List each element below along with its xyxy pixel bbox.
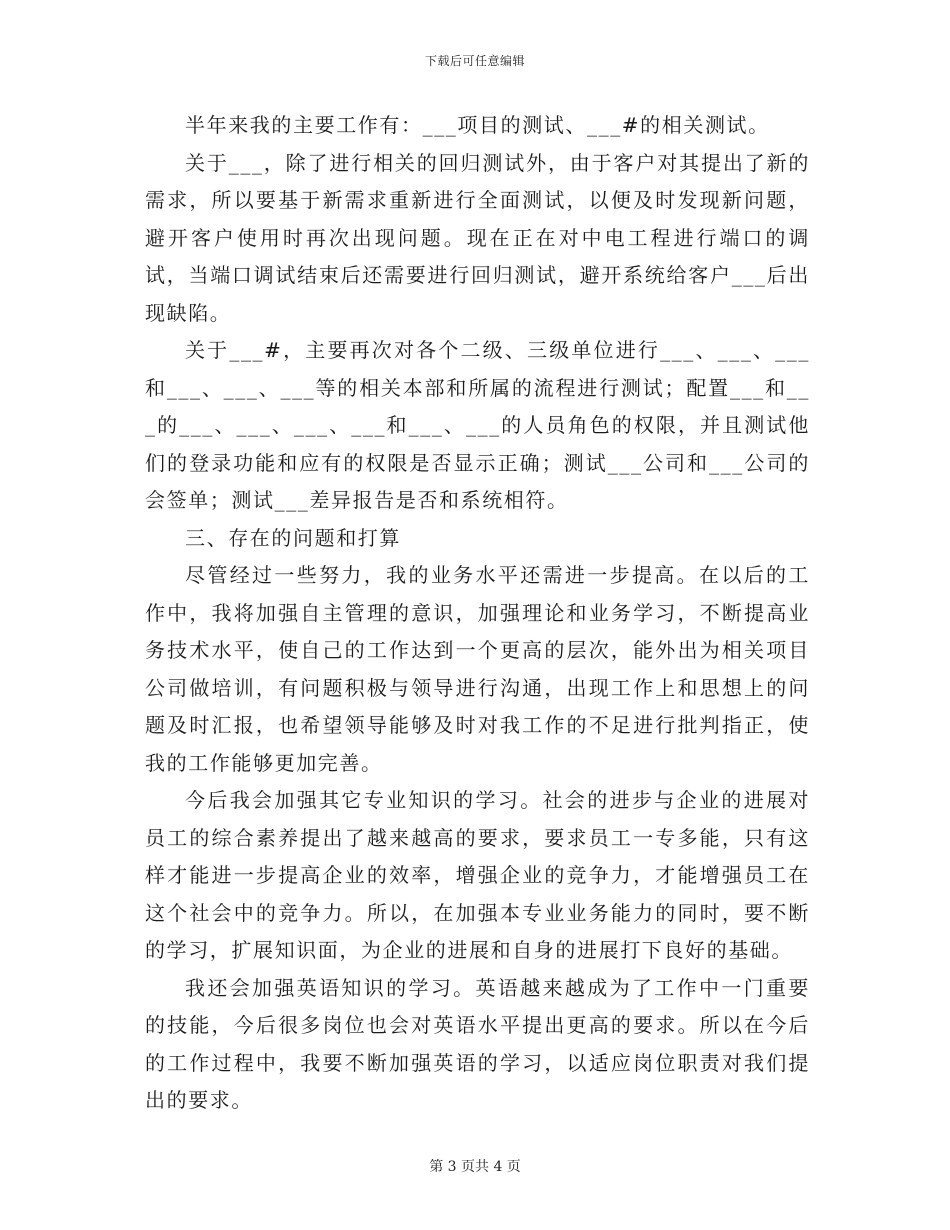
document-body	[145, 107, 810, 1120]
paragraph-improvement: 尽管经过一些努力，我的业务水平还需进一步提高。在以后的工作中，我将加强自主管理的意识，加强理论和业务学习，不断提高业务技术水平，使自己的工作达到一个更高的层次，能外出为相关项目公司做培训，有问题积极与领导进行沟通，出现工作上和思想上的问题及时汇报，也希望领导能够及时对我工作的不足进行批判指正，使我的工作能够更加完善。	[145, 563, 810, 775]
paragraph-english-learning: 我还会加强英语知识的学习。英语越来越成为了工作中一门重要的技能，今后很多岗位也会对英语水平提出更高的要求。所以在今后的工作过程中，我要不断加强英语的学习，以适应岗位职责对我们提出的要求。	[145, 975, 810, 1112]
page-header: 下载后可任意编辑	[424, 54, 525, 68]
paragraph-regression-testing: 关于___，除了进行相关的回归测试外，由于客户对其提出了新的需求，所以要基于新需求重新进行全面测试，以便及时发现新问题，避开客户使用时再次出现问题。现在正在对中电工程进行端口的调试，当端口调试结束后还需要进行回归测试，避开系统给客户___后出现缺陷。	[145, 150, 810, 325]
page-footer: 第 3 页共 4 页	[429, 1159, 521, 1175]
section-heading-problems-plans: 三、存在的问题和打算	[185, 525, 401, 550]
paragraph-process-testing: 关于___#，主要再次对各个二级、三级单位进行___、___、___和___、___、___等的相关本部和所属的流程进行测试；配置___和___的___、___、___、___和___、___的人员角色的权限，并且测试他们的登录功能和应有的权限是否显示正确；测试___公司和___公司的会签单；测试___差异报告是否和系统相符。	[145, 338, 810, 512]
paragraph-main-work: 半年来我的主要工作有：___项目的测试、___#的相关测试。	[185, 113, 770, 137]
paragraph-professional-knowledge: 今后我会加强其它专业知识的学习。社会的进步与企业的进展对员工的综合素养提出了越来越高的要求，要求员工一专多能，只有这样才能进一步提高企业的效率，增强企业的竞争力，才能增强员工在这个社会中的竞争力。所以，在加强本专业业务能力的同时，要不断的学习，扩展知识面，为企业的进展和自身的进展打下良好的基础。	[145, 788, 810, 962]
